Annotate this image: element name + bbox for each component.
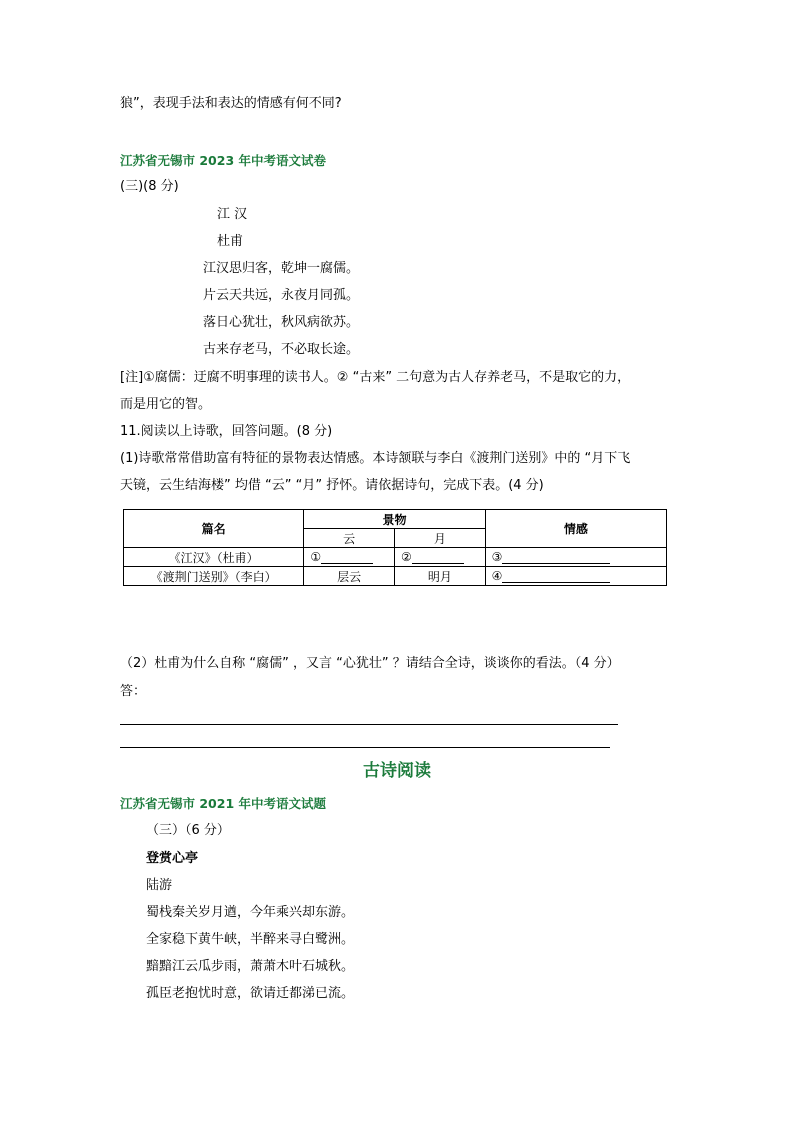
poem1-line: 落日心犹壮，秋风病欲苏。 [203, 315, 360, 330]
poem1-title: 江 汉 [217, 207, 248, 222]
table-header-emotion: 情感 [485, 510, 666, 548]
poem1-line: 片云天共远，永夜月同孤。 [203, 288, 360, 303]
poem2-author: 陆游 [146, 878, 173, 893]
section1-part: (三)(8 分) [120, 179, 179, 194]
fill-blank[interactable] [412, 551, 464, 564]
table-cell-blank[interactable] [485, 567, 666, 586]
answer-label: 答： [120, 684, 147, 699]
table-cell-value: 明月 [395, 567, 486, 586]
answer-line[interactable] [120, 747, 610, 748]
table-header-moon: 月 [395, 529, 486, 548]
question-11: 11.阅读以上诗歌，回答问题。(8 分) [120, 424, 333, 439]
table-header-cloud: 云 [304, 529, 395, 548]
poem2-title: 登赏心亭 [146, 851, 199, 866]
sub-question-1-cont: 天镜，云生结海楼” 均借 “云” “月” 抒怀。请依据诗句，完成下表。(4 分) [120, 478, 544, 493]
table-cell-title: 《江汉》（杜甫） [124, 548, 304, 567]
blank-marker: ③ [491, 550, 503, 564]
table-cell-blank[interactable] [304, 548, 395, 567]
poem2-line: 黯黯江云瓜步雨，萧萧木叶石城秋。 [146, 959, 355, 974]
table-cell-title: 《渡荆门送别》（李白） [124, 567, 304, 586]
note-line: 而是用它的智。 [120, 397, 212, 412]
poem1-line: 江汉思归客，乾坤一腐儒。 [203, 261, 360, 276]
table-cell-value: 层云 [304, 567, 395, 586]
table-cell-blank[interactable] [395, 548, 486, 567]
poem2-line: 全家稳下黄牛峡，半醉来寻白鹭洲。 [146, 932, 355, 947]
section1-source: 江苏省无锡市 2023 年中考语文试卷 [120, 153, 326, 168]
blank-marker: ② [401, 550, 412, 564]
blank-marker: ④ [491, 569, 503, 583]
poem2-line: 蜀栈秦关岁月遒，今年乘兴却东游。 [146, 905, 355, 920]
poem1-author: 杜甫 [217, 234, 244, 249]
poem1-line: 古来存老马，不必取长途。 [203, 342, 360, 357]
poem2-line: 孤臣老抱忧时意，欲请迁都涕已流。 [146, 986, 355, 1001]
table-header-title: 篇名 [124, 510, 304, 548]
sub-question-2: （2）杜甫为什么自称 “腐儒” ，又言 “心犹壮” ？请结合全诗，谈谈你的看法。（4 分） [120, 656, 620, 671]
table-header-scene: 景物 [304, 510, 485, 529]
fill-blank[interactable] [502, 570, 610, 583]
sub-question-1: (1)诗歌常常借助富有特征的景物表达情感。本诗颔联与李白《渡荆门送别》中的 “月下飞 [120, 451, 631, 466]
blank-marker: ① [310, 550, 322, 564]
intro-line: 狼”，表现手法和表达的情感有何不同? [120, 96, 342, 111]
answer-table [123, 509, 667, 586]
answer-line[interactable] [120, 724, 618, 725]
fill-blank[interactable] [502, 551, 610, 564]
section2-part: （三）（6 分） [146, 823, 230, 838]
note-line: [注]①腐儒：迂腐不明事理的读书人。② “古来” 二句意为古人存养老马，不是取它的力， [120, 370, 631, 385]
section2-source: 江苏省无锡市 2021 年中考语文试题 [120, 796, 326, 811]
fill-blank[interactable] [321, 551, 373, 564]
table-cell-blank[interactable] [485, 548, 666, 567]
section-heading: 古诗阅读 [363, 761, 431, 781]
